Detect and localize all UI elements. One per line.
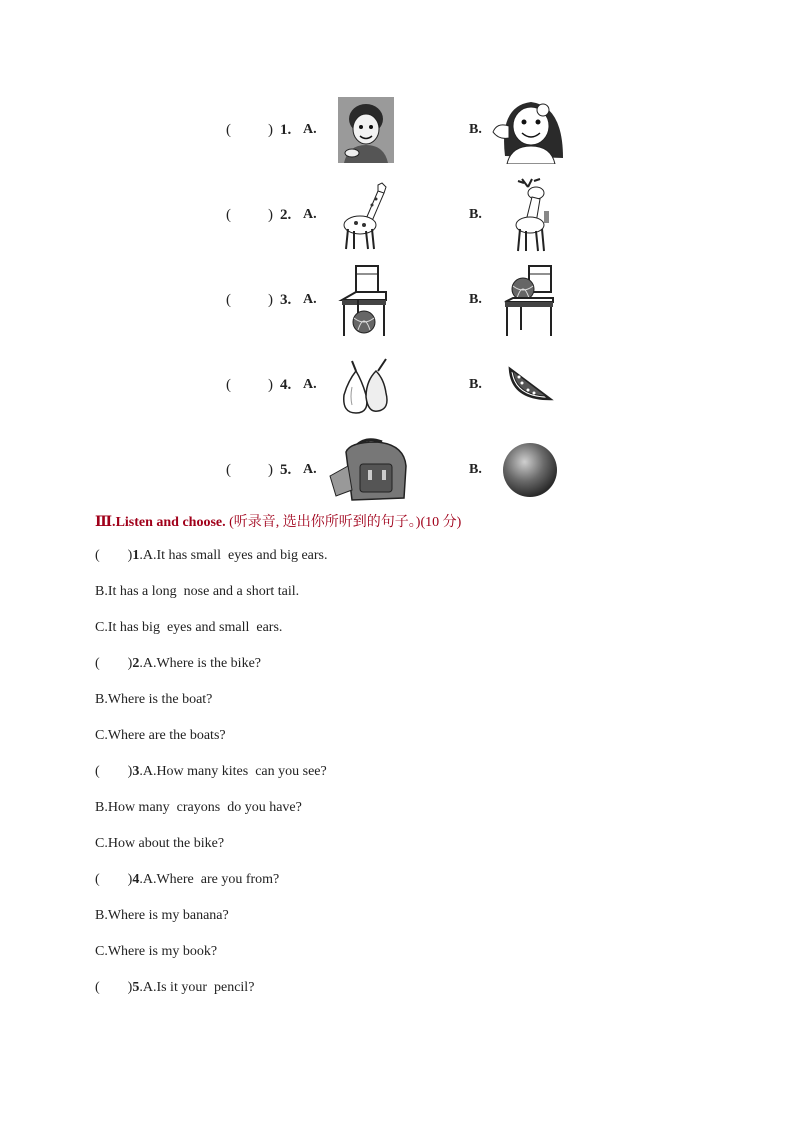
option-a-label: A. bbox=[303, 122, 317, 137]
picture-question-5 bbox=[0, 430, 794, 510]
answer-paren-open: ( bbox=[226, 462, 231, 478]
question-number: 1 bbox=[132, 548, 140, 563]
question-number: 2 bbox=[132, 656, 140, 671]
ball-icon bbox=[502, 442, 558, 498]
ball-under-chair-icon bbox=[338, 262, 390, 338]
answer-blank[interactable]: ( ) bbox=[95, 656, 133, 671]
option-a-label: A. bbox=[303, 292, 317, 307]
answer-paren-open: ( bbox=[226, 122, 231, 138]
answer-paren-open: ( bbox=[226, 292, 231, 308]
answer-paren-close: ) bbox=[268, 462, 273, 478]
answer-blank[interactable]: ( ) bbox=[95, 548, 133, 563]
boy-face-icon bbox=[338, 97, 394, 163]
question-number: 1. bbox=[280, 122, 292, 138]
ball-on-chair-icon bbox=[503, 262, 555, 338]
answer-paren-close: ) bbox=[268, 377, 273, 393]
option-b-label: B. bbox=[469, 292, 482, 307]
question-number: 4 bbox=[132, 872, 140, 887]
giraffe-icon bbox=[338, 179, 394, 251]
question-3-line-c: C.How about the bike? bbox=[95, 836, 225, 851]
watermelon-icon bbox=[504, 363, 556, 405]
question-2-line-c: C.Where are the boats? bbox=[95, 728, 226, 743]
girl-face-icon bbox=[489, 96, 569, 164]
pears-icon bbox=[336, 357, 392, 415]
question-4-line-b: B.Where is my banana? bbox=[95, 908, 229, 923]
section-numeral: Ⅲ. bbox=[95, 515, 116, 530]
question-3-line-a bbox=[95, 764, 327, 780]
answer-blank[interactable]: ( ) bbox=[95, 764, 133, 779]
question-1-line-c: C.It has big eyes and small ears. bbox=[95, 620, 283, 635]
answer-paren-close: ) bbox=[268, 122, 273, 138]
question-number: 5. bbox=[280, 462, 292, 478]
picture-question-1 bbox=[0, 90, 794, 170]
option-a-label: A. bbox=[303, 462, 317, 477]
answer-blank[interactable]: ( ) bbox=[95, 980, 133, 995]
answer-paren-open: ( bbox=[226, 377, 231, 393]
option-a-text: .A.Where is the bike? bbox=[139, 656, 262, 671]
picture-question-3 bbox=[0, 260, 794, 340]
question-number: 3 bbox=[132, 764, 140, 779]
question-1-line-a bbox=[95, 548, 328, 564]
section-heading bbox=[95, 511, 461, 531]
option-a-label: A. bbox=[303, 207, 317, 222]
question-2-line-b: B.Where is the boat? bbox=[95, 692, 213, 707]
schoolbag-icon bbox=[326, 436, 410, 502]
answer-paren-close: ) bbox=[268, 207, 273, 223]
option-a-text: .A.How many kites can you see? bbox=[139, 764, 327, 779]
option-a-text: .A.Is it your pencil? bbox=[139, 980, 255, 995]
option-a-label: A. bbox=[303, 377, 317, 392]
question-4-line-a bbox=[95, 872, 279, 888]
picture-question-2 bbox=[0, 175, 794, 255]
answer-blank[interactable]: ( ) bbox=[95, 872, 133, 887]
question-5-line-a bbox=[95, 980, 254, 996]
question-3-line-b: B.How many crayons do you have? bbox=[95, 800, 302, 815]
question-number: 4. bbox=[280, 377, 292, 393]
section-title: Listen and choose. bbox=[115, 515, 226, 530]
option-b-label: B. bbox=[469, 462, 482, 477]
deer-icon bbox=[500, 177, 560, 253]
option-a-text: .A.Where are you from? bbox=[139, 872, 280, 887]
section-instruction: (听录音, 选出你所听到的句子。)(10 分) bbox=[225, 515, 462, 530]
answer-paren-close: ) bbox=[268, 292, 273, 308]
option-b-label: B. bbox=[469, 377, 482, 392]
question-1-line-b: B.It has a long nose and a short tail. bbox=[95, 584, 300, 599]
option-b-label: B. bbox=[469, 122, 482, 137]
question-number: 2. bbox=[280, 207, 292, 223]
question-4-line-c: C.Where is my book? bbox=[95, 944, 218, 959]
option-b-label: B. bbox=[469, 207, 482, 222]
answer-paren-open: ( bbox=[226, 207, 231, 223]
option-a-text: .A.It has small eyes and big ears. bbox=[139, 548, 328, 563]
picture-question-4 bbox=[0, 345, 794, 425]
question-number: 3. bbox=[280, 292, 292, 308]
question-number: 5 bbox=[132, 980, 140, 995]
question-2-line-a bbox=[95, 656, 261, 672]
